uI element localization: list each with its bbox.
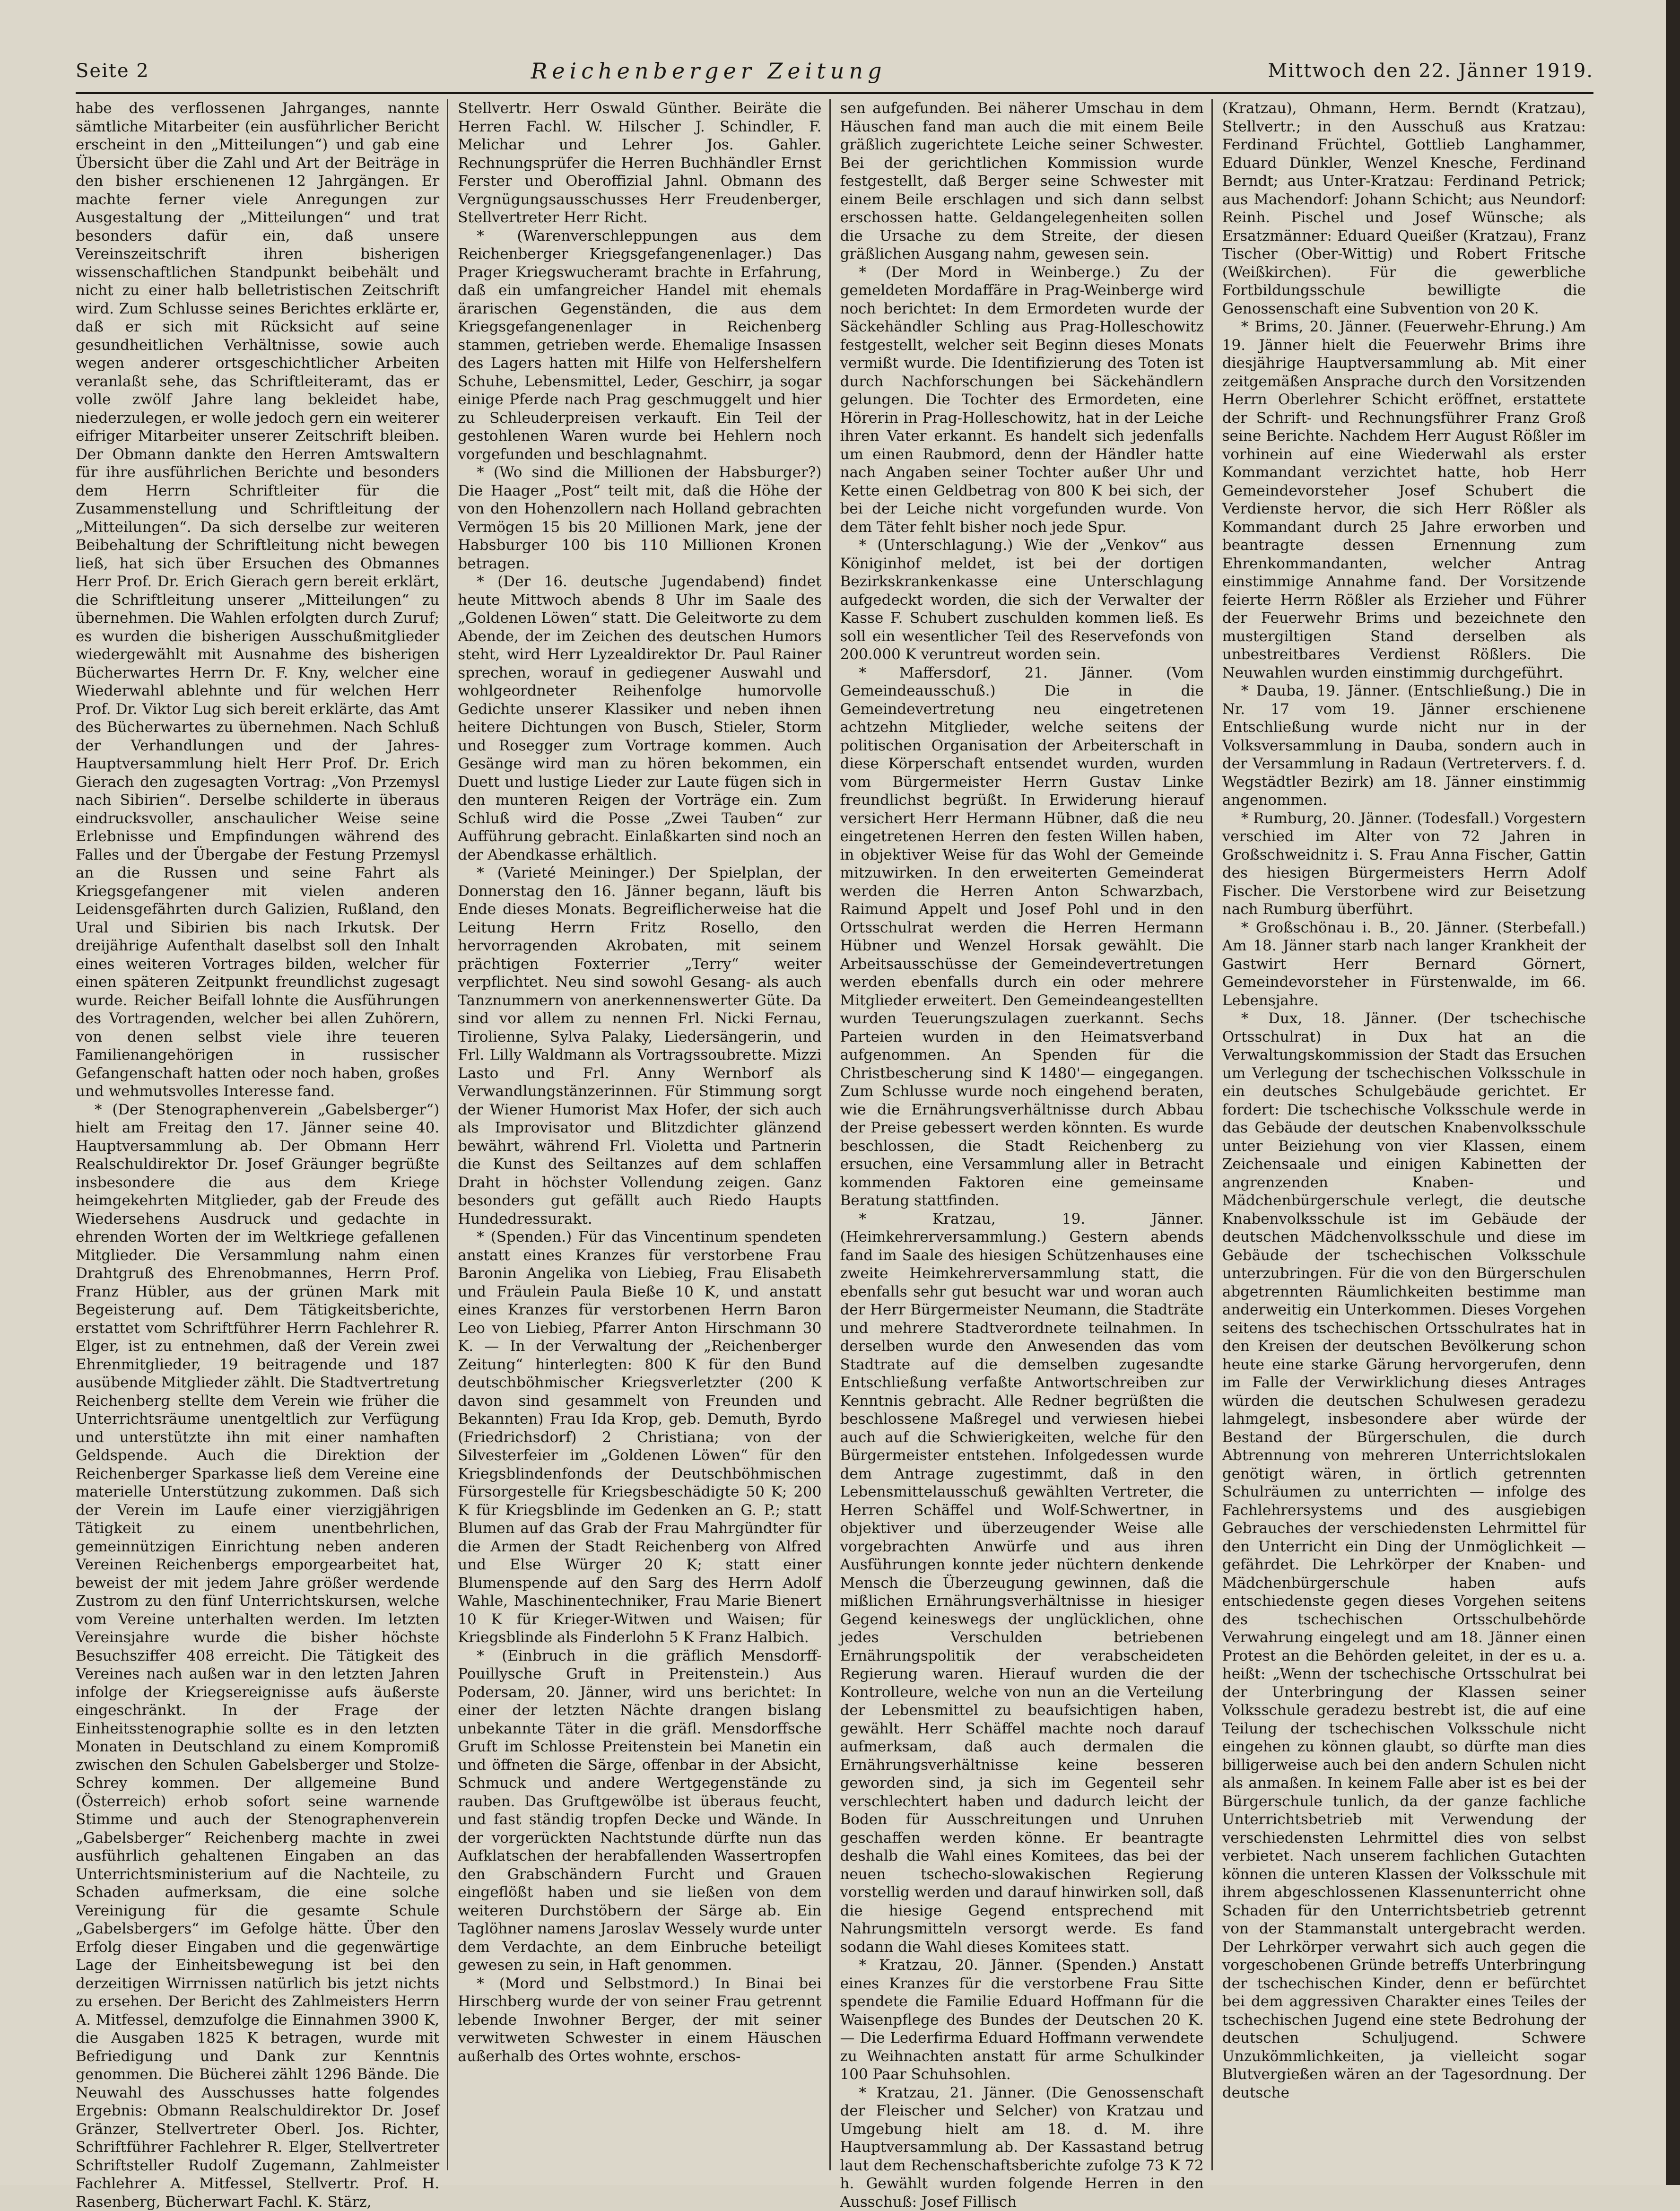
article-paragraph: * Rumburg, 20. Jänner. (Todesfall.) Vorgestern verschied im Alter von 72 Jahren in Großschweidnitz i. S. Frau Anna Fischer, Gattin des hiesigen Bürgermeisters Herrn Adolf Fischer. Die Verstorbene wird zur Beisetzung nach Rumburg überführt. <box>1222 810 1586 919</box>
issue-date: Mittwoch den 22. Jänner 1919. <box>1268 60 1593 82</box>
page-label: Seite 2 <box>76 60 149 82</box>
article-paragraph: * Kratzau, 21. Jänner. (Die Genossenschaft der Fleischer und Selcher) von Kratzau und Umgebung hielt am 18. d. M. ihre Hauptversammlung ab. Der Kassastand betrug laut dem Rechenschaftsberichte zufolge 73 K 72 h. Gewählt wurden folgende Herren in den Ausschuß: Josef Fillisch <box>840 2084 1204 2211</box>
article-paragraph: (Kratzau), Ohmann, Herm. Berndt (Kratzau), Stellvertr.; in den Ausschuß aus Kratzau: Ferdinand Früchtel, Gottlieb Langhammer, Eduard Dünkler, Wenzel Knesche, Ferdinand Berndt; aus Unter-Kratzau: Ferdinand Petrick; aus Machendorf: Johann Schicht; aus Neundorf: Reinh. Pischel und Josef Wünsche; als Ersatzmänner: Eduard Queißer (Kratzau), Franz Tischer (Ober-Wittig) und Robert Fritsche (Weißkirchen). Für die gewerbliche Fortbildungsschule bewilligte die Genossenschaft eine Subvention von 20 K. <box>1222 99 1586 318</box>
newspaper-title: Reichenberger Zeitung <box>531 58 887 84</box>
column-3 <box>840 99 1213 2170</box>
text-columns <box>76 99 1593 2170</box>
header-rule <box>76 92 1593 94</box>
column-2 <box>458 99 830 2170</box>
article-paragraph: * Maffersdorf, 21. Jänner. (Vom Gemeindeausschuß.) Die in die Gemeindevertretung neu eingetretenen achtzehn Mitglieder, welche seitens der politischen Organisation der Arbeiterschaft in diese Körperschaft entsendet wurden, wurden vom Bürgermeister Herrn Gustav Linke freundlichst begrüßt. In Erwiderung hierauf versichert Herr Hermann Hübner, daß die neu eingetretenen Herren den festen Willen haben, in objektiver Weise für das Wohl der Gemeinde mitzuwirken. In den erweiterten Gemeinderat werden die Herren Anton Schwarzbach, Raimund Appelt und Josef Pohl und in den Ortsschulrat werden die Herren Hermann Hübner und Wenzel Horsak gewählt. Die Arbeitsausschüsse der Gemeindevertretungen werden ebenfalls durch ein oder mehrere Mitglieder erweitert. Den Gemeindeangestellten wurden Teuerungszulagen zuerkannt. Sechs Parteien wurden in den Heimatsverband aufgenommen. An Spenden für die Christbescherung sind K 1480'— eingegangen. Zum Schlusse wurde noch eingehend beraten, wie die Ernährungsverhältnisse durch Abbau der Preise gebessert werden könnten. Es wurde beschlossen, die Stadt Reichenberg zu ersuchen, eine Versammlung aller in Betracht kommenden Faktoren eine gemeinsame Beratung stattfinden. <box>840 664 1204 1210</box>
article-paragraph: * (Wo sind die Millionen der Habsburger?) Die Haager „Post“ teilt mit, daß die Höhe der von den Hohenzollern nach Holland gebrachten Vermögen 15 bis 20 Millionen Mark, jene der Habsburger 100 bis 110 Millionen Kronen betragen. <box>458 463 821 573</box>
article-paragraph: * Brims, 20. Jänner. (Feuerwehr-Ehrung.) Am 19. Jänner hielt die Feuerwehr Brims ihre diesjährige Hauptversammlung ab. Mit einer zeitgemäßen Ansprache durch den Vorsitzenden Herrn Oberlehrer Schicht eröffnet, erstattete der Schrift- und Rechnungsführer Franz Groß seine Berichte. Nachdem Herr August Rößler im vorhinein auf eine Wiederwahl als erster Kommandant verzichtet hatte, hob Herr Gemeindevorsteher Josef Schubert die Verdienste hervor, die sich Herr Rößler als Kommandant durch 25 Jahre erworben und beantragte dessen Ernennung zum Ehrenkommandanten, welcher Antrag einstimmige Annahme fand. Der Vorsitzende feierte Herrn Rößler als Erzieher und Führer der Feuerwehr Brims und bezeichnete den mustergiltigen Stand derselben als unbestreitbares Verdienst Rößlers. Die Neuwahlen wurden einstimmig durchgeführt. <box>1222 318 1586 682</box>
article-paragraph: * (Der Mord in Weinberge.) Zu der gemeldeten Mordaffäre in Prag-Weinberge wird noch berichtet: In dem Ermordeten wurde der Säckehändler Schling aus Prag-Holleschowitz festgestellt, welcher seit Beginn dieses Monats vermißt wurde. Die Identifizierung des Toten ist durch Nachforschungen bei Säckehändlern gelungen. Die Tochter des Ermordeten, eine Hörerin in Prag-Holleschowitz, hat in der Leiche ihren Vater erkannt. Es handelt sich jedenfalls um einen Raubmord, denn der Händler hatte nach Angaben seiner Tochter außer Uhr und Kette einen Geldbetrag von 800 K bei sich, der bei der Leiche nicht vorgefunden wurde. Von dem Täter fehlt bisher noch jede Spur. <box>840 263 1204 537</box>
article-paragraph: * (Der 16. deutsche Jugendabend) findet heute Mittwoch abends 8 Uhr im Saale des „Goldenen Löwen“ statt. Die Geleitworte zu dem Abende, der im Zeichen des deutschen Humors steht, wird Herr Lyzealdirektor Dr. Paul Rainer sprechen, worauf in gediegener Auswahl und wohlgeordneter Reihenfolge humorvolle Gedichte unserer Klassiker und neben ihnen heitere Dichtungen von Busch, Stieler, Storm und Rosegger zum Vortrage kommen. Auch Gesänge wird man zu hören bekommen, ein Duett und lustige Lieder zur Laute fügen sich in den munteren Reigen der Vorträge ein. Zum Schluß wird die Posse „Zwei Tauben“ zur Aufführung gebracht. Einlaßkarten sind noch an der Abendkasse erhältlich. <box>458 573 821 864</box>
article-paragraph: * (Einbruch in die gräflich Mensdorff-Pouillysche Gruft in Preitenstein.) Aus Podersam, 20. Jänner, wird uns berichtet: In einer der letzten Nächte drangen bislang unbekannte Täter in die gräfl. Mensdorffsche Gruft im Schlosse Preitenstein bei Manetin ein und öffneten die Särge, offenbar in der Absicht, Schmuck und andere Wertgegenstände zu rauben. Das Gruftgewölbe ist überaus feucht, und fast ständig tropfen Decke und Wände. In der vorgerückten Nachtstunde dürfte nun das Aufklatschen der herabfallenden Wassertropfen den Grabschändern Furcht und Grauen eingeflößt haben und sie ließen von dem weiteren Durchstöbern der Särge ab. Ein Taglöhner namens Jaroslav Wessely wurde unter dem Verdachte, an dem Einbruche beteiligt gewesen zu sein, in Haft genommen. <box>458 1647 821 1975</box>
column-1 <box>76 99 448 2170</box>
article-paragraph: * (Warenverschleppungen aus dem Reichenberger Kriegsgefangenenlager.) Das Prager Kriegswucheramt brachte in Erfahrung, daß ein umfangreicher Handel mit ehemals ärarischen Gegenständen, die aus dem Kriegsgefangenenlager in Reichenberg stammen, getrieben werde. Ehemalige Insassen des Lagers hatten mit Hilfe von Helfershelfern Schuhe, Lebensmittel, Leder, Geschirr, ja sogar einige Pferde nach Prag geschmuggelt und hier zu Schleuderpreisen verkauft. Ein Teil der gestohlenen Waren wurde bei Hehlern noch vorgefunden und beschlagnahmt. <box>458 227 821 464</box>
article-paragraph: Stellvertr. Herr Oswald Günther. Beiräte die Herren Fachl. W. Hilscher J. Schindler, F. Melichar und Lehrer Jos. Gahler. Rechnungsprüfer die Herren Buchhändler Ernst Ferster und Oberoffizial Jahnl. Obmann des Vergnügungsausschusses Herr Freudenberger, Stellvertreter Herr Richt. <box>458 99 821 227</box>
page-header <box>76 50 1593 92</box>
article-paragraph: * Kratzau, 19. Jänner. (Heimkehrerversammlung.) Gestern abends fand im Saale des hiesigen Schützenhauses eine zweite Heimkehrerversammlung statt, die ebenfalls sehr gut besucht war und woran auch der Herr Bürgermeister Neumann, die Stadträte und mehrere Stadtverordnete teilnahmen. In derselben wurde den Anwesenden das vom Stadtrate auf die demselben zugesandte Entschließung verfaßte Antwortschreiben zur Kenntnis gebracht. Alle Redner begrüßten die beschlossene Maßregel und verwiesen hiebei auch auf die Schwierigkeiten, welche für den Bürgermeister entstehen. Infolgedessen wurde dem Antrage zugestimmt, daß in den Lebensmittelausschuß gewählten Vertreter, die Herren Schäffel und Wolf-Schwertner, in objektiver und überzeugender Weise alle vorgebrachten Anwürfe und aus ihren Ausführungen konnte jeder nüchtern denkende Mensch die Überzeugung gewinnen, daß die mißlichen Ernährungsverhältnisse in hiesiger Gegend keineswegs der unglücklichen, ohne jedes Verschulden betriebenen Ernährungspolitik der verabscheideten Regierung waren. Hierauf wurden die der Kontrolleure, welche von nun an die Verteilung der Lebensmittel zu beaufsichtigen haben, gewählt. Herr Schäffel machte noch darauf aufmerksam, daß auch dermalen die Ernährungsverhältnisse keine besseren geworden sind, ja sich im Gegenteil sehr verschlechtert haben und dadurch leicht der Boden für Ausschreitungen und Unruhen geschaffen werden könne. Er beantragte deshalb die Wahl eines Komitees, das bei der neuen tschecho-slowakischen Regierung vorstellig werden und darauf hinwirken soll, daß die hiesige Gegend entsprechend mit Nahrungsmitteln versorgt werde. Es fand sodann die Wahl dieses Komitees statt. <box>840 1210 1204 1957</box>
article-paragraph: * Großschönau i. B., 20. Jänner. (Sterbefall.) Am 18. Jänner starb nach langer Krankheit der Gastwirt Herr Bernard Görnert, Gemeindevorsteher in Fürstenwalde, im 66. Lebensjahre. <box>1222 919 1586 1010</box>
article-paragraph: * (Mord und Selbstmord.) In Binai bei Hirschberg wurde der von seiner Frau getrennt lebende Inwohner Berger, der mit seiner verwitweten Schwester in einem Häuschen außerhalb des Ortes wohnte, erschos- <box>458 1975 821 2066</box>
page-edge-shadow <box>1666 0 1680 2185</box>
article-paragraph: * (Varieté Meininger.) Der Spielplan, der Donnerstag den 16. Jänner begann, läuft bis Ende dieses Monats. Begreiflicherweise hat die Leitung Herrn Fritz Rosello, den hervorragenden Akrobaten, mit seinem prächtigen Foxterrier „Terry“ weiter verpflichtet. Neu sind sowohl Gesang- als auch Tanznummern von anerkennenswerter Güte. Da sind vor allem zu nennen Frl. Nicki Fernau, Tirolienne, Sylva Palaky, Liedersängerin, und Frl. Lilly Waldmann als Vortragssoubrette. Mizzi Lasto und Frl. Anny Wernborf als Verwandlungstänzerinnen. Für Stimmung sorgt der Wiener Humorist Max Hofer, der sich auch als Improvisator und Blitzdichter glänzend bewährt, während Frl. Violetta und Partnerin die Kunst des Seiltanzes auf dem schlaffen Draht in höchster Vollendung zeigen. Ganz besonders gut gefällt auch Riedo Haupts Hundedressurakt. <box>458 864 821 1228</box>
article-paragraph: * Kratzau, 20. Jänner. (Spenden.) Anstatt eines Kranzes für die verstorbene Frau Sitte spendete die Familie Eduard Hoffmann für die Waisenpflege des Bundes der Deutschen 20 K. — Die Lederfirma Eduard Hoffmann verwendete zu Weihnachten anstatt für arme Schulkinder 100 Paar Schuhsohlen. <box>840 1956 1204 2084</box>
article-paragraph: sen aufgefunden. Bei näherer Umschau in dem Häuschen fand man auch die mit einem Beile gräßlich zugerichtete Leiche seiner Schwester. Bei der gerichtlichen Kommission wurde festgestellt, daß Berger seine Schwester mit einem Beile erschlagen und sich dann selbst erschossen hatte. Geldangelegenheiten sollen die Ursache zu dem Streite, der diesen gräßlichen Ausgang nahm, gewesen sein. <box>840 99 1204 263</box>
article-paragraph: habe des verflossenen Jahrganges, nannte sämtliche Mitarbeiter (ein ausführlicher Bericht erscheint in den „Mitteilungen“) und gab eine Übersicht über die Zahl und Art der Beiträge in den bisher erschienenen 12 Jahrgängen. Er machte ferner viele Anregungen zur Ausgestaltung der „Mitteilungen“ und trat besonders dafür ein, daß unsere Vereinszeitschrift ihren bisherigen wissenschaftlichen Standpunkt beibehält und nicht zu einer halb belletristischen Zeitschrift wird. Zum Schlusse seines Berichtes erklärte er, daß er sich mit Rücksicht auf seine gesundheitlichen Verhältnisse, sowie auch wegen anderer ortsgeschichtlicher Arbeiten veranlaßt sehe, das Schriftleiteramt, das er volle zwölf Jahre lang bekleidet habe, niederzulegen, er wolle jedoch gern ein weiterer eifriger Mitarbeiter unserer Zeitschrift bleiben. Der Obmann dankte den Herren Amtswaltern für ihre ausführlichen Berichte und besonders dem Herrn Schriftleiter für die Zusammenstellung und Schriftleitung der „Mitteilungen“. Da sich derselbe zur weiteren Beibehaltung der Schriftleitung nicht bewegen ließ, hat sich über Ersuchen des Obmannes Herr Prof. Dr. Erich Gierach gern bereit erklärt, die Schriftleitung unserer „Mitteilungen“ zu übernehmen. Die Wahlen erfolgten durch Zuruf; es wurden die bisherigen Ausschußmitglieder wiedergewählt mit Ausnahme des bisherigen Bücherwartes Herrn Dr. F. Kny, welcher eine Wiederwahl ablehnte und für welchen Herr Prof. Dr. Viktor Lug sich bereit erklärte, das Amt des Bücherwartes zu übernehmen. Nach Schluß der Verhandlungen und der Jahres-Hauptversammlung hielt Herr Prof. Dr. Erich Gierach den zugesagten Vortrag: „Von Przemysl nach Sibirien“. Derselbe schilderte in überaus eindrucksvoller, anschaulicher Weise seine Erlebnisse und Empfindungen während des Falles und der Übergabe der Festung Przemysl an die Russen und seine Fahrt als Kriegsgefangener mit vielen anderen Leidensgefährten durch Galizien, Rußland, den Ural und Sibirien bis nach Irkutsk. Der dreijährige Aufenthalt daselbst soll den Inhalt eines weiteren Vortrages bilden, welcher für einen späteren Zeitpunkt freundlichst zugesagt wurde. Reicher Beifall lohnte die Ausführungen des Vortragenden, welcher bei allen Zuhörern, von denen selbst viele ihre teueren Familienangehörigen in russischer Gefangenschaft hatten oder noch haben, großes und wehmutsvolles Interesse fand. <box>76 99 439 1101</box>
column-4 <box>1222 99 1593 2170</box>
article-paragraph: * Dauba, 19. Jänner. (Entschließung.) Die in Nr. 17 vom 19. Jänner erschienene Entschließung wurde nicht nur in der Volksversammlung in Dauba, sondern auch in der Versammlung in Radaun (Vertretervers. f. d. Wegstädtler Bezirk) am 18. Jänner einstimmig angenommen. <box>1222 682 1586 810</box>
article-paragraph: * (Spenden.) Für das Vincentinum spendeten anstatt eines Kranzes für verstorbene Frau Baronin Angelika von Liebieg, Frau Elisabeth und Fräulein Paula Bieße 10 K, und anstatt eines Kranzes für verstorbenen Herrn Baron Leo von Liebieg, Pfarrer Anton Hirschmann 30 K. — In der Verwaltung der „Reichenberger Zeitung“ hinterlegten: 800 K für den Bund deutschböhmischer Kriegsverletzter (200 K davon sind gesammelt von Freunden und Bekannten) Frau Ida Krop, geb. Demuth, Byrdo (Friedrichsdorf) 2 Christiana; von der Silvesterfeier im „Goldenen Löwen“ für den Kriegsblindenfonds der Deutschböhmischen Fürsorgestelle für Kriegsbeschädigte 50 K; 200 K für Kriegsblinde im Gedenken an G. P.; statt Blumen auf das Grab der Frau Mahrgündter für die Armen der Stadt Reichenberg von Alfred und Else Würger 20 K; statt einer Blumenspende auf den Sarg des Herrn Adolf Wahle, Maschinentechniker, Frau Marie Bienert 10 K für Krieger-Witwen und Waisen; für Kriegsblinde als Finderlohn 5 K Franz Halbich. <box>458 1228 821 1647</box>
article-paragraph: * Dux, 18. Jänner. (Der tschechische Ortsschulrat) in Dux hat an die Verwaltungskommission der Stadt das Ersuchen um Verlegung der tschechischen Volksschule in ein deutsches Schulgebäude gerichtet. Er fordert: Die tschechische Volksschule werde in das Gebäude der deutschen Knabenvolksschule unter Beiziehung von vier Klassen, einem Zeichensaale und einigen Kabinetten der angrenzenden Knaben- und Mädchenbürgerschule verlegt, die deutsche Knabenvolksschule ist im Gebäude der deutschen Mädchenvolksschule und diese im Gebäude der tschechischen Volksschule unterzubringen. Für die von den Bürgerschulen abgetrennten Räumlichkeiten bestimme man anderweitig ein Unterkommen. Dieses Vorgehen seitens des tschechischen Ortsschulrates hat in den Kreisen der deutschen Bevölkerung schon heute eine starke Gärung hervorgerufen, denn im Falle der Verwirklichung dieses Antrages würden die deutschen Schulwesen geradezu lahmgelegt, insbesondere aber würde der Bestand der Bürgerschulen, die durch Abtrennung von mehreren Unterrichtslokalen genötigt wären, in örtlich getrennten Schulräumen zu unterrichten — infolge des Fachlehrersystems und des ausgiebigen Gebrauches der verschiedensten Lehrmittel für den Unterricht ein Ding der Unmöglichkeit — gefährdet. Die Lehrkörper der Knaben- und Mädchenbürgerschule haben aufs entschiedenste gegen dieses Vorgehen seitens des tschechischen Ortsschulbehörde Verwahrung eingelegt und am 18. Jänner einen Protest an die Behörden geleitet, in der es u. a. heißt: „Wenn der tschechische Ortsschulrat bei der Unterbringung der Klassen seiner Volksschule geradezu bestrebt ist, die auf eine Teilung der tschechischen Volksschule nicht eingehen zu können glaubt, so dürfte man dies billigerweise auch bei den andern Schulen nicht als anmaßen. In keinem Falle aber ist es bei der Bürgerschule tunlich, da der ganze fachliche Unterrichtsbetrieb mit Verwendung der verschiedensten Lehrmittel dies von selbst verbietet. Nach unserem fachlichen Gutachten können die unteren Klassen der Volksschule mit ihrem abgeschlossenen Klassenunterricht ohne Schaden für den Unterrichtsbetrieb getrennt von der Stammanstalt untergebracht werden. Der Lehrkörper verwahrt sich auch gegen die vorgeschobenen Gründe betreffs Unterbringung der tschechischen Kinder, denn er befürchtet bei dem aggressiven Charakter eines Teiles der tschechischen Jugend eine stete Bedrohung der deutschen Schuljugend. Schwere Unzukömmlichkeiten, ja vielleicht sogar Blutvergießen wären an der Tagesordnung. Der deutsche <box>1222 1010 1586 2102</box>
article-paragraph: * (Der Stenographenverein „Gabelsberger“) hielt am Freitag den 17. Jänner seine 40. Hauptversammlung ab. Der Obmann Herr Realschuldirektor Dr. Josef Gräunger begrüßte insbesondere die aus dem Kriege heimgekehrten Mitglieder, gab der Freude des Wiedersehens Ausdruck und gedachte in ehrenden Worten der im Weltkriege gefallenen Mitglieder. Die Versammlung nahm einen Drahtgruß des Ehrenobmannes, Herrn Prof. Franz Hübler, aus der grünen Mark mit Begeisterung auf. Dem Tätigkeitsberichte, erstattet vom Schriftführer Herrn Fachlehrer R. Elger, ist zu entnehmen, daß der Verein zwei Ehrenmitglieder, 19 beitragende und 187 ausübende Mitglieder zählt. Die Stadtvertretung Reichenberg stellte dem Verein wie früher die Unterrichtsräume unentgeltlich zur Verfügung und unterstützte ihn mit einer namhaften Geldspende. Auch die Direktion der Reichenberger Sparkasse ließ dem Vereine eine materielle Unterstützung zukommen. Daß sich der Verein im Laufe einer vierzigjährigen Tätigkeit zu einem unentbehrlichen, gemeinnützigen Einrichtung neben anderen Vereinen Reichenbergs emporgearbeitet hat, beweist der mit jedem Jahre größer werdende Zustrom zu den fünf Unterrichtskursen, welche vom Vereine unterhalten werden. Im letzten Vereinsjahre wurde die bisher höchste Besuchsziffer 408 erreicht. Die Tätigkeit des Vereines nach außen war in den letzten Jahren infolge der Kriegsereignisse aufs äußerste eingeschränkt. In der Frage der Einheitsstenographie sollte es in den letzten Monaten in Deutschland zu einem Kompromiß zwischen den Schulen Gabelsberger und Stolze-Schrey kommen. Der allgemeine Bund (Österreich) erhob sofort seine warnende Stimme und auch der Stenographenverein „Gabelsberger“ Reichenberg machte in zwei ausführlich gehaltenen Eingaben an das Unterrichtsministerium auf die Nachteile, zu Schaden aufmerksam, die eine solche Vereinigung für die gesamte Schule „Gabelsbergers“ im Gefolge hätte. Über den Erfolg dieser Eingaben und die gegenwärtige Lage der Einheitsbewegung ist bei den derzeitigen Wirrnissen natürlich bis jetzt nichts zu ersehen. Der Bericht des Zahlmeisters Herrn A. Mitfessel, demzufolge die Einnahmen 3900 K, die Ausgaben 1825 K betragen, wurde mit Befriedigung und Dank zur Kenntnis genommen. Die Bücherei zählt 1296 Bände. Die Neuwahl des Ausschusses hatte folgendes Ergebnis: Obmann Realschuldirektor Dr. Josef Gränzer, Stellvertreter Oberl. Jos. Richter, Schriftführer Fachlehrer R. Elger, Stellvertreter Schriftsteller Rudolf Zugemann, Zahlmeister Fachlehrer A. Mitfessel, Stellvertr. Prof. H. Rasenberg, Bücherwart Fachl. K. Stärz, <box>76 1101 439 2211</box>
article-paragraph: * (Unterschlagung.) Wie der „Venkov“ aus Königinhof meldet, ist bei der dortigen Bezirkskrankenkasse eine Unterschlagung aufgedeckt worden, die sich der Verwalter der Kasse F. Schubert zuschulden kommen ließ. Es soll ein wesentlicher Teil des Reservefonds von 200.000 K veruntreut worden sein. <box>840 536 1204 664</box>
